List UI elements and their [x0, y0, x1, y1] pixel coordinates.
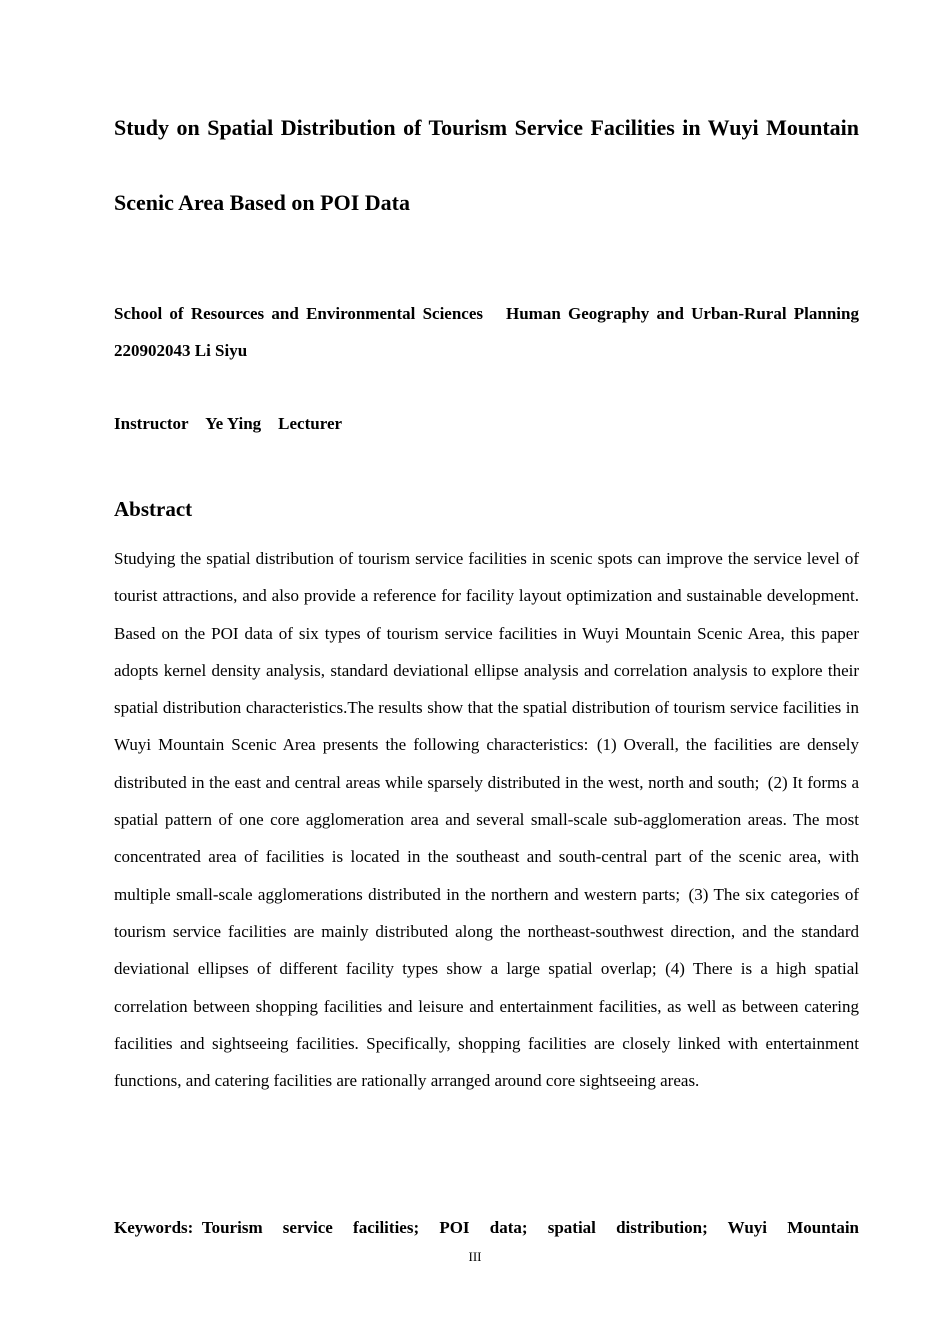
page-number: III	[468, 1249, 482, 1264]
abstract-heading: Abstract	[114, 497, 193, 521]
abstract-body: Studying the spatial distribution of tourism service facilities in scenic spots can improve the service level of tourist attractions, and also provide a reference for facility layout optimization and sustainable development. Based on the POI data of six types of tourism service facilities in Wuyi Mountain Scenic Area, this paper adopts kernel density analysis, standard deviational ellipse analysis and correlation analysis to explore their spatial distribution characteristics.The results show that the spatial distribution of tourism service facilities in Wuyi Mountain Scenic Area presents the following characteristics: (1) Overall, the facilities are densely distributed in the east and central areas while sparsely distributed in the west, north and south; (2) It forms a spatial pattern of one core agglomeration area and several small-scale sub-agglomeration areas. The most concentrated area of facilities is located in the southeast and south-central part of the scenic area, with multiple small-scale agglomerations distributed in the northern and western parts; (3) The six categories of tourism service facilities are mainly distributed along the northeast-southwest direction, and the standard deviational ellipses of different facility types show a large spatial overlap; (4) There is a high spatial correlation between shopping facilities and leisure and entertainment facilities, as well as between catering facilities and sightseeing facilities. Specifically, shopping facilities are closely linked with entertainment functions, and catering facilities are rationally arranged around core sightseeing areas.	[114, 549, 859, 1091]
keywords-line: Keywords: Tourism service facilities; POI data; spatial distribution; Wuyi Mountain	[114, 1218, 859, 1237]
instructor-line: Instructor Ye Ying Lecturer	[114, 414, 343, 433]
author-affiliation: School of Resources and Environmental Sciences Human Geography and Urban-Rural Planning 220902043 Li Siyu	[114, 304, 876, 360]
paper-title: Study on Spatial Distribution of Tourism Service Facilities in Wuyi Mountain Scenic Area Based on POI Data	[114, 115, 859, 215]
